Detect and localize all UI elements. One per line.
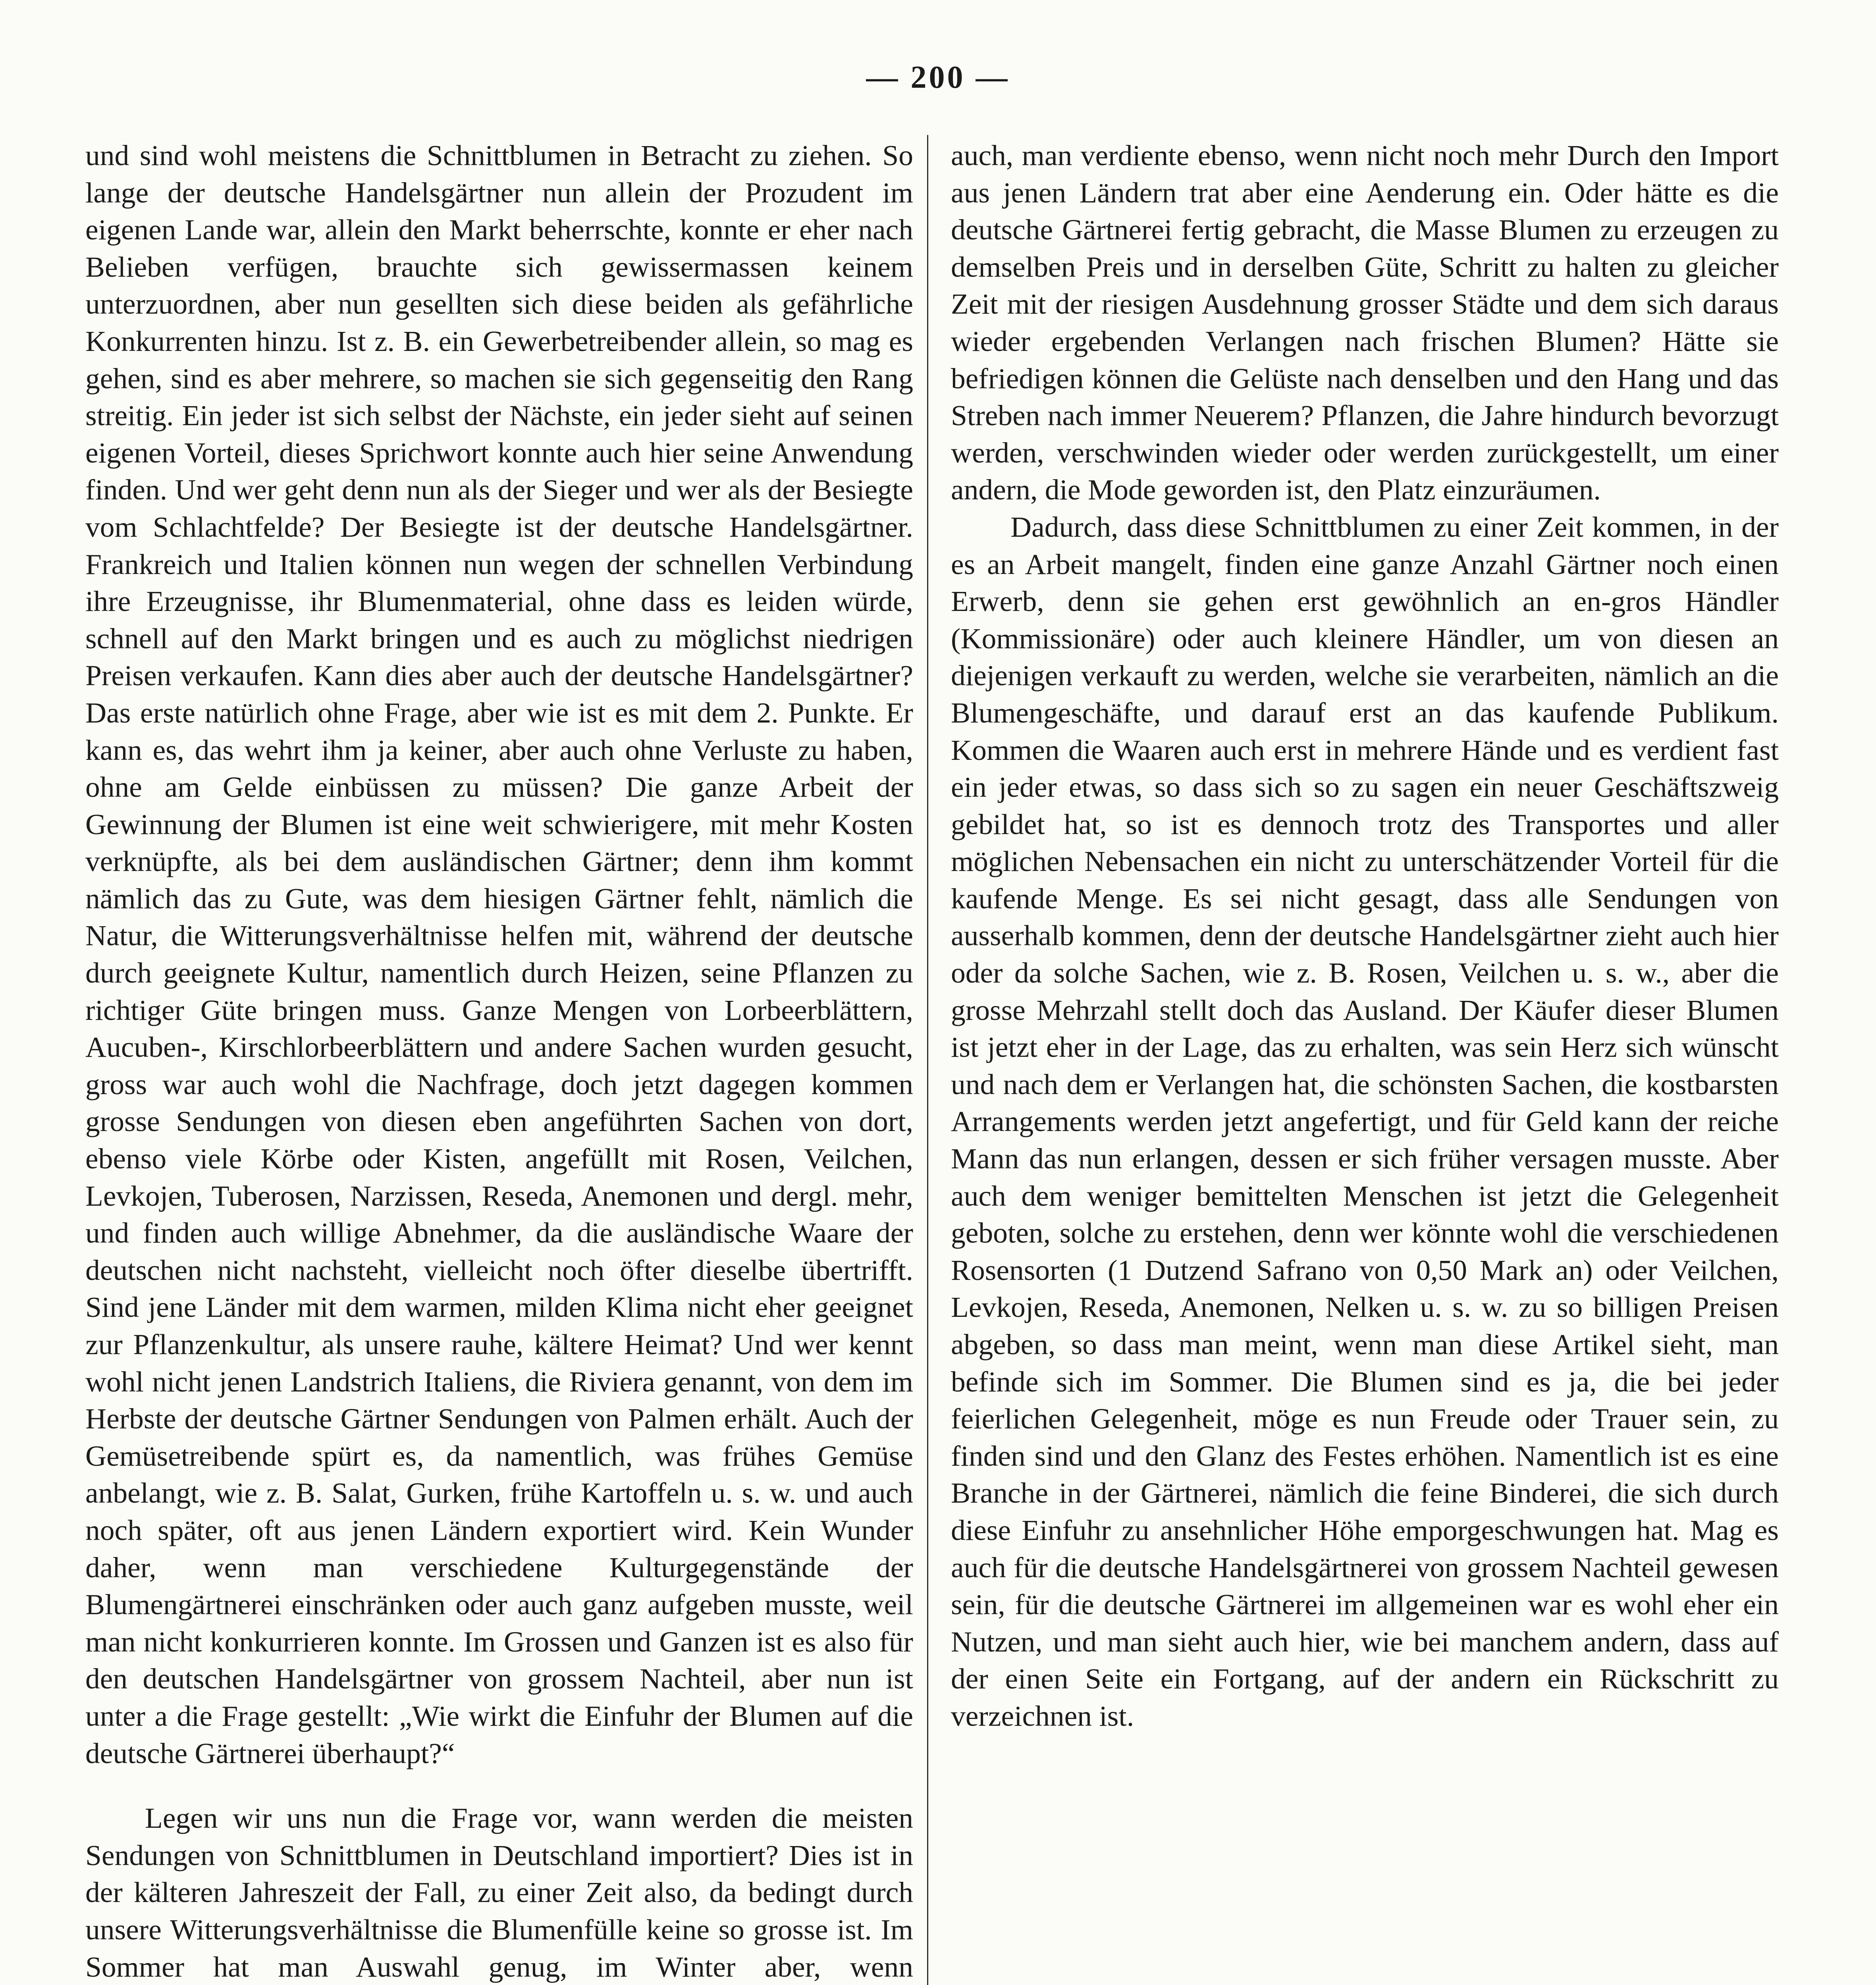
left-column bbox=[85, 137, 913, 1985]
column-divider bbox=[927, 135, 928, 1985]
paragraph: Legen wir uns nun die Frage vor, wann werden die meisten Sendungen von Schnittblumen in Deutschland importiert? Dies ist in der kälteren Jahreszeit der Fall, zu einer Zeit also, da bedingt durch unsere Witterungsverhältnisse die Blumenfülle keine so grosse ist. Im Sommer hat man Auswahl genug, im Winter aber, wenn bbox=[85, 1802, 913, 1983]
paragraph: auch, man verdiente ebenso, wenn nicht noch mehr Durch den Import aus jenen Ländern trat aber eine Aenderung ein. Oder hätte es die deutsche Gärtnerei fertig gebracht, die Masse Blumen zu erzeugen zu demselben Preis und in derselben Güte, Schritt zu halten zu gleicher Zeit mit der riesigen Ausdehnung grosser Städte und dem sich daraus wieder ergebenden Verlangen nach frischen Blumen? Hätte sie befriedigen können die Gelüste nach denselben und den Hang und das Streben nach immer Neuerem? Pflanzen, die Jahre hindurch bevorzugt werden, verschwinden wieder oder werden zurückgestellt, um einer andern, die Mode geworden ist, den Platz einzuräumen. bbox=[951, 139, 1779, 506]
page-number: — 200 — bbox=[866, 60, 1010, 95]
right-column bbox=[951, 137, 1779, 1735]
paragraph: und sind wohl meistens die Schnittblumen in Betracht zu ziehen. So lange der deutsche Handelsgärtner nun allein der Prozudent im eigenen Lande war, allein den Markt beherrschte, konnte er eher nach Belieben verfügen, brauchte sich gewissermassen keinem unterzuordnen, aber nun gesellten sich diese beiden als gefährliche Konkurrenten hinzu. Ist z. B. ein Gewerbetreibender allein, so mag es gehen, sind es aber mehrere, so machen sie sich gegenseitig den Rang streitig. Ein jeder ist sich selbst der Nächste, ein jeder sieht auf seinen eigenen Vorteil, dieses Sprichwort konnte auch hier seine Anwendung finden. Und wer geht denn nun als der Sieger und wer als der Besiegte vom Schlachtfelde? Der Besiegte ist der deutsche Handelsgärtner. Frankreich und Italien können nun wegen der schnellen Verbindung ihre Erzeugnisse, ihr Blumenmaterial, ohne dass es leiden würde, schnell auf den Markt bringen und es auch zu möglichst niedrigen Preisen verkaufen. Kann dies aber auch der deutsche Handelsgärtner? Das erste natürlich ohne Frage, aber wie ist es mit dem 2. Punkte. Er kann es, das wehrt ihm ja keiner, aber auch ohne Verluste zu haben, ohne am Gelde einbüssen zu müssen? Die ganze Arbeit der Gewinnung der Blumen ist eine weit schwierigere, mit mehr Kosten verknüpfte, als bei dem ausländischen Gärtner; denn ihm kommt nämlich das zu Gute, was dem hiesigen Gärtner fehlt, nämlich die Natur, die Witterungsverhältnisse helfen mit, während der deutsche durch geeignete Kultur, namentlich durch Heizen, seine Pflanzen zu richtiger Güte bringen muss. Ganze Mengen von Lorbeerblättern, Aucuben-, Kirschlorbeerblättern und andere Sachen wurden gesucht, gross war auch wohl die Nachfrage, doch jetzt dagegen kommen grosse Sendungen von diesen eben angeführten Sachen von dort, ebenso viele Körbe oder Kisten, angefüllt mit Rosen, Veilchen, Levkojen, Tuberosen, Narzissen, Reseda, Anemonen und dergl. mehr, und finden auch willige Abnehmer, da die ausländische Waare der deutschen nicht nachsteht, vielleicht noch öfter dieselbe übertrifft. Sind jene Länder mit dem warmen, milden Klima nicht eher geeignet zur Pflanzenkultur, als unsere rauhe, kältere Heimat? Und wer kennt wohl nicht jenen Landstrich Italiens, die Riviera genannt, von dem im Herbste der deutsche Gärtner Sendungen von Palmen erhält. Auch der Gemüsetreibende spürt es, da namentlich, was frühes Gemüse anbelangt, wie z. B. Salat, Gurken, frühe Kartoffeln u. s. w. und auch noch später, oft aus jenen Ländern exportiert wird. Kein Wunder daher, wenn man verschiedene Kulturgegenstände der Blumengärtnerei einschränken oder auch ganz aufgeben musste, weil man nicht konkurrieren konnte. Im Grossen und Ganzen ist es also für den deutschen Handelsgärtner von grossem Nachteil, aber nun ist unter a die Frage gestellt: „Wie wirkt die Einfuhr der Blumen auf die deutsche Gärtnerei überhaupt?“ bbox=[85, 139, 913, 1769]
paragraph: Dadurch, dass diese Schnittblumen zu einer Zeit kommen, in der es an Arbeit mangelt, finden eine ganze Anzahl Gärtner noch einen Erwerb, denn sie gehen erst gewöhnlich an en-gros Händler (Kommissionäre) oder auch kleinere Händler, um von diesen an diejenigen verkauft zu werden, welche sie verarbeiten, nämlich an die Blumengeschäfte, und darauf erst an das kaufende Publikum. Kommen die Waaren auch erst in mehrere Hände und es verdient fast ein jeder etwas, so dass sich so zu sagen ein neuer Geschäftszweig gebildet hat, so ist es dennoch trotz des Transportes und aller möglichen Nebensachen ein nicht zu unterschätzender Vorteil für die kaufende Menge. Es sei nicht gesagt, dass alle Sendungen von ausserhalb kommen, denn der deutsche Handelsgärtner zieht auch hier oder da solche Sachen, wie z. B. Rosen, Veilchen u. s. w., aber die grosse Mehrzahl stellt doch das Ausland. Der Käufer dieser Blumen ist jetzt eher in der Lage, das zu erhalten, was sein Herz sich wünscht und nach dem er Verlangen hat, die schönsten Sachen, die kostbarsten Arrangements werden jetzt angefertigt, und für Geld kann der reiche Mann das nun erlangen, dessen er sich früher versagen musste. Aber auch dem weniger bemittelten Menschen ist jetzt die Gelegenheit geboten, solche zu erstehen, denn wer könnte wohl die verschiedenen Rosensorten (1 Dutzend Safrano von 0,50 Mark an) oder Veilchen, Levkojen, Reseda, Anemonen, Nelken u. s. w. zu so billigen Preisen abgeben, so dass man meint, wenn man diese Artikel sieht, man befinde sich im Sommer. Die Blumen sind es ja, die bei jeder feierlichen Gelegenheit, möge es nun Freude oder Trauer sein, zu finden sind und den Glanz des Festes erhöhen. Namentlich ist es eine Branche in der Gärtnerei, nämlich die feine Binderei, die sich durch diese Einfuhr zu ansehnlicher Höhe emporgeschwungen hat. Mag es auch für die deutsche Handelsgärtnerei von grossem Nachteil gewesen sein, für die deutsche Gärtnerei im allgemeinen war es wohl eher ein Nutzen, und man sieht auch hier, wie bei manchem andern, dass auf der einen Seite ein Fortgang, auf der andern ein Rückschritt zu verzeichnen ist. bbox=[951, 511, 1779, 1732]
